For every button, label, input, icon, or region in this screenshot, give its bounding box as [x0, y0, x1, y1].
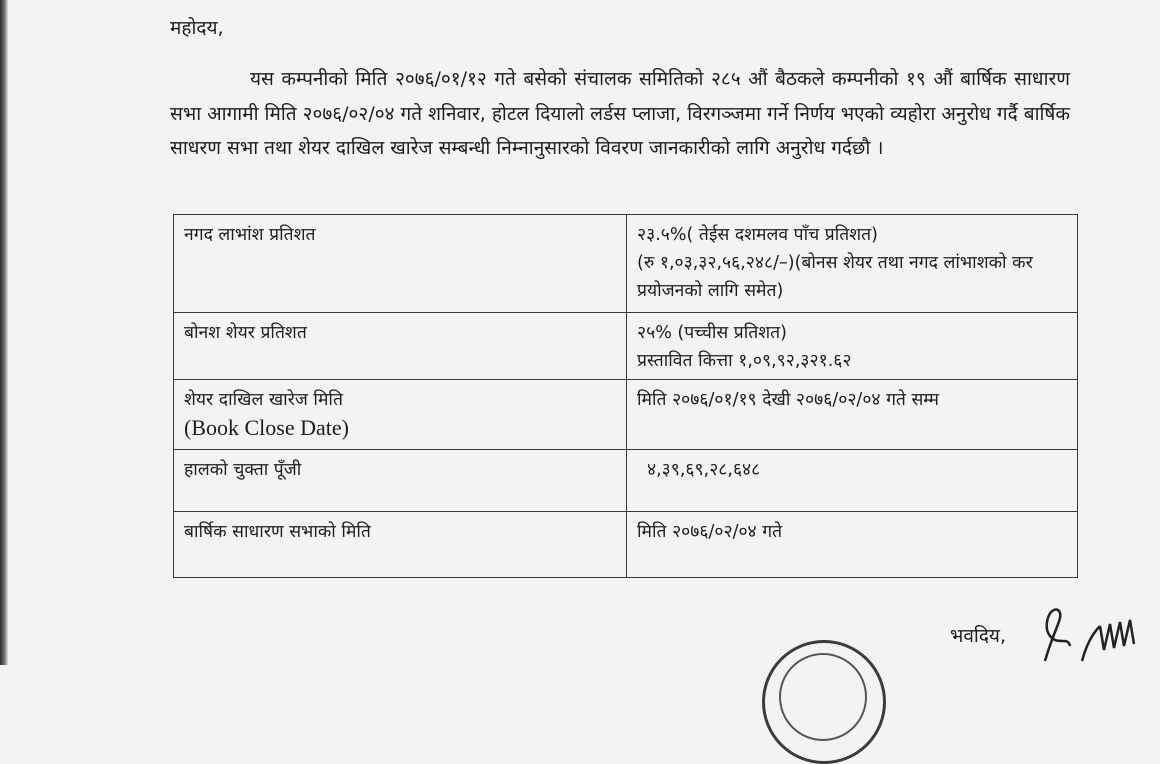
row-label: बोनश शेयर प्रतिशत	[174, 313, 627, 380]
row-value: २३.५%( तेईस दशमलव पाँच प्रतिशत) (रु १,०३,३२,५६,२४८/–)(बोनस शेयर तथा नगद लांभाशको कर प्रयोजनको लागि समेत)	[627, 215, 1078, 313]
handwritten-signature	[1020, 606, 1160, 665]
table-row	[174, 512, 1078, 578]
company-seal-stamp	[762, 640, 886, 764]
body-text: यस कम्पनीको मिति २०७६/०१/१२ गते बसेको संचालक समितिको २८५ औं बैठकले कम्पनीको १९ औं बार्षिक साधारण सभा आगामी मिति २०७६/०२/०४ गते शनिवार, होटल दियालो लर्डस प्लाजा, विरगञ्जमा गर्ने निर्णय भएको व्यहोरा अनुरोध गर्दै बार्षिक साधरण सभा तथा शेयर दाखिल खारेज सम्बन्धी निम्नानुसारको विवरण जानकारीको लागि अनुरोध गर्दछौ ।	[170, 68, 1070, 159]
table-row	[174, 215, 1078, 313]
row-value: २५% (पच्चीस प्रतिशत) प्रस्तावित कित्ता १,०९,९२,३२१.६२	[627, 313, 1078, 380]
book-close-date-label: (Book Close Date)	[184, 415, 349, 440]
row-label: बार्षिक साधारण सभाको मिति	[174, 512, 627, 578]
scan-edge-shadow	[0, 0, 8, 665]
table-row	[174, 450, 1078, 512]
row-value: मिति २०७६/०२/०४ गते	[627, 512, 1078, 578]
details-table	[173, 214, 1078, 578]
table-row	[174, 313, 1078, 380]
salutation: महोदय,	[170, 17, 224, 39]
row-value: ४,३९,६९,२८,६४८	[627, 450, 1078, 512]
table-row	[174, 380, 1078, 450]
body-paragraph	[170, 62, 1070, 166]
row-value: मिति २०७६/०१/१९ देखी २०७६/०२/०४ गते सम्म	[627, 380, 1078, 450]
row-label: नगद लाभांश प्रतिशत	[174, 215, 627, 313]
closing-text: भवदिय,	[950, 625, 1006, 647]
seal-inner-ring	[779, 653, 867, 741]
row-label: शेयर दाखिल खारेज मिति (Book Close Date)	[174, 380, 627, 450]
row-label: हालको चुक्ता पूँजी	[174, 450, 627, 512]
